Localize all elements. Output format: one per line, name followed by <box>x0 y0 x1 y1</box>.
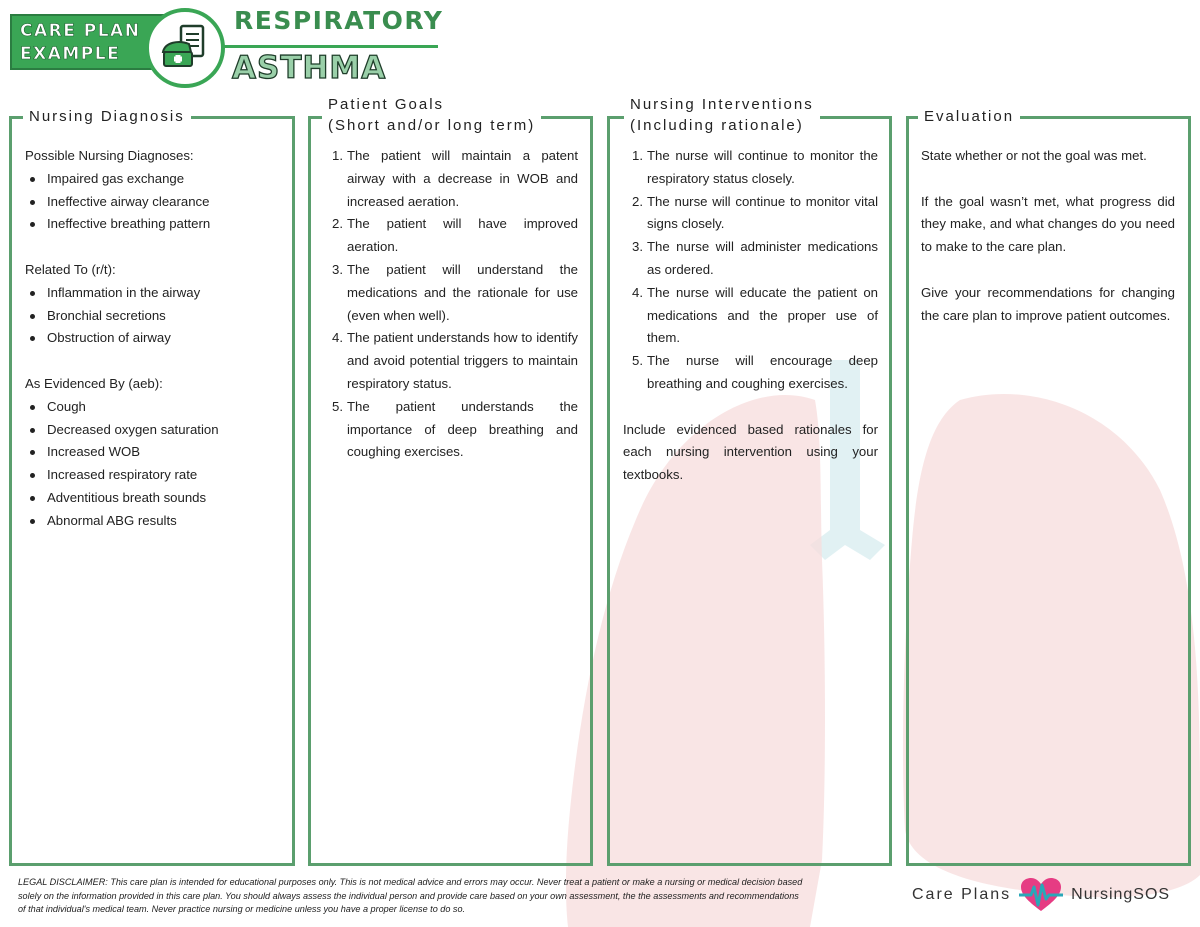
goals-heading-line-2: (Short and/or long term) <box>328 117 536 134</box>
legal-disclaimer: LEGAL DISCLAIMER: This care plan is intended for educational purposes only. This is not medical advice and errors may occur. Never treat a patient or make a nursing or medical decision based solely on the information provided in this care plan. You should always assess the individual person and provide care based on your own assessment, the the assessments and recommendations of that individual's medical team. Never practice nursing or medicine unless you have a proper license to do so. <box>18 877 803 914</box>
goal-text: The patient will understand the medications and the rationale for use (even when well). <box>347 261 578 323</box>
evaluation-paragraph-2: If the goal wasn’t met, what progress did they make, and what changes do you need to make to the care plan. <box>921 193 1175 255</box>
goal-text: The patient will have improved aeration. <box>347 216 578 255</box>
list-item: 4. The nurse will educate the patient on medications and the proper use of them. <box>632 284 878 346</box>
goals-body <box>333 145 578 464</box>
evaluation-body <box>921 145 1175 327</box>
diagnosis-body <box>25 145 280 533</box>
list-item: 3. The patient will understand the medications and the rationale for use (even when well). <box>332 261 578 323</box>
list-item: Adventitious breath sounds <box>25 487 280 510</box>
list-item: Increased WOB <box>25 441 280 464</box>
goals-heading-line-1: Patient Goals <box>328 96 445 113</box>
list-item: 2. The nurse will continue to monitor vital signs closely. <box>632 193 878 232</box>
category-title: RESPIRATORY <box>234 6 444 35</box>
list-item: Increased respiratory rate <box>25 464 280 487</box>
evaluation-paragraph-1: State whether or not the goal was met. <box>921 148 1147 163</box>
list-item: 4. The patient understands how to identify and avoid potential triggers to maintain respiratory status. <box>332 330 578 391</box>
list-item: Abnormal ABG results <box>25 510 280 533</box>
intervention-text: The nurse will continue to monitor the respiratory status closely. <box>647 148 878 186</box>
list-item: Inflammation in the airway <box>25 282 280 305</box>
brand-nursingsos: NursingSOS <box>1071 886 1171 903</box>
condition-title: ASTHMA <box>232 50 387 86</box>
evidenced-by-heading: As Evidenced By (aeb): <box>25 375 163 391</box>
goal-text: The patient understands the importance of deep breathing and coughing exercises. <box>347 398 578 460</box>
badge-line-1: CARE PLAN <box>20 21 141 41</box>
list-item: 5. The patient understands the importance of deep breathing and coughing exercises. <box>332 398 578 460</box>
brand-footer <box>912 878 1170 912</box>
brand-care-plans: Care Plans <box>912 886 1012 903</box>
list-item: 2. The patient will have improved aeration. <box>332 216 578 255</box>
interventions-note: Include evidenced based rationales for each nursing intervention using your textbooks. <box>623 421 878 483</box>
related-to-heading: Related To (r/t): <box>25 261 116 277</box>
heart-pulse-icon <box>1019 877 1063 913</box>
list-item: 3. The nurse will administer medications as ordered. <box>632 239 878 277</box>
goal-text: The patient will maintain a patent airway with a decrease in WOB and increased aeration. <box>347 148 578 209</box>
intervention-text: The nurse will encourage deep breathing and coughing exercises. <box>647 353 878 391</box>
list-item: 1. The patient will maintain a patent airway with a decrease in WOB and increased aeration. <box>332 148 578 209</box>
diagnosis-heading: Nursing Diagnosis <box>23 106 191 127</box>
interventions-body <box>623 145 878 487</box>
goal-text: The patient understands how to identify and avoid potential triggers to maintain respiratory status. <box>347 330 578 391</box>
list-item: Cough <box>25 396 280 419</box>
title-divider <box>224 45 438 48</box>
interventions-heading-line-2: (Including rationale) <box>630 117 804 134</box>
goals-heading <box>322 94 541 136</box>
interventions-heading <box>624 94 820 136</box>
intervention-text: The nurse will educate the patient on medications and the proper use of them. <box>647 284 878 346</box>
list-item: Obstruction of airway <box>25 327 280 350</box>
evaluation-heading: Evaluation <box>918 106 1020 127</box>
diagnoses-heading: Possible Nursing Diagnoses: <box>25 148 194 163</box>
intervention-text: The nurse will administer medications as ordered. <box>647 239 878 277</box>
list-item: Impaired gas exchange <box>25 168 280 191</box>
logo-circle <box>145 8 225 88</box>
list-item: Bronchial secretions <box>25 305 280 328</box>
list-item: Decreased oxygen saturation <box>25 419 280 442</box>
list-item: Ineffective airway clearance <box>25 191 280 214</box>
evaluation-paragraph-3: Give your recommendations for changing the care plan to improve patient outcomes. <box>921 284 1175 323</box>
nurse-clipboard-icon <box>159 22 211 74</box>
list-item: 1. The nurse will continue to monitor the respiratory status closely. <box>632 148 878 186</box>
list-item: Ineffective breathing pattern <box>25 213 280 236</box>
list-item: 5. The nurse will encourage deep breathing and coughing exercises. <box>632 353 878 391</box>
interventions-heading-line-1: Nursing Interventions <box>630 96 814 113</box>
badge-line-2: EXAMPLE <box>20 44 121 64</box>
intervention-text: The nurse will continue to monitor vital signs closely. <box>647 193 878 232</box>
